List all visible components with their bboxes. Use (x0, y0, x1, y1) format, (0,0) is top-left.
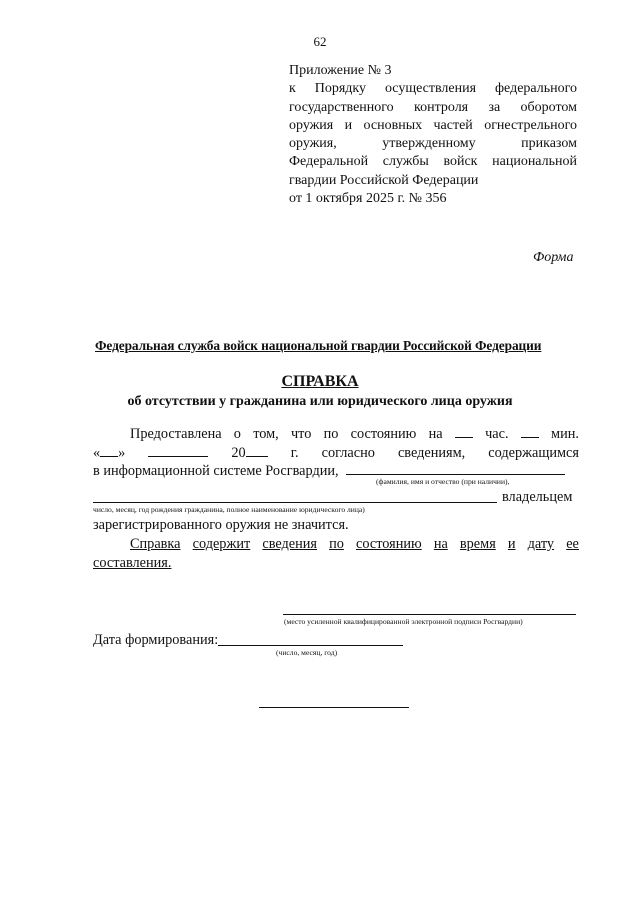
body-word: дату (527, 536, 555, 552)
document-title: СПРАВКА (281, 373, 359, 390)
quote-close: » (118, 445, 126, 461)
bottom-rule (259, 707, 409, 708)
body-row-1 (93, 425, 579, 443)
body-word: о (233, 426, 241, 442)
appendix-line (289, 99, 577, 117)
appendix-word: федерального (494, 81, 577, 97)
appendix-block (289, 62, 577, 208)
appendix-word: государственного (289, 99, 394, 115)
page-number: 62 (313, 34, 327, 49)
body-word: Справка (130, 536, 181, 552)
appendix-title: Приложение № 3 (289, 63, 392, 78)
appendix-word: оборотом (520, 99, 577, 115)
appendix-word: и (344, 117, 353, 133)
minutes-label: мин. (551, 426, 579, 442)
date-caption: (число, месяц, год) (276, 648, 338, 657)
minutes-blank[interactable] (521, 425, 539, 438)
month-blank[interactable] (148, 444, 208, 457)
body-word: состоянию (356, 536, 422, 552)
body-row-2 (93, 444, 579, 462)
body-word: и (507, 536, 516, 552)
appendix-word: утвержденному (382, 136, 476, 152)
body-word: Предоставлена (130, 426, 222, 442)
quote-open: « (93, 445, 101, 461)
appendix-word: к (289, 81, 296, 97)
hours-blank[interactable] (455, 425, 473, 438)
appendix-word: за (488, 99, 501, 115)
appendix-word: приказом (521, 136, 577, 152)
document-subtitle: об отсутствии у гражданина или юридического лица оружия (127, 394, 513, 409)
body-word: состоянию (350, 426, 417, 442)
appendix-word: оружия (289, 117, 334, 133)
body-row-5: зарегистрированного оружия не значится. (93, 517, 349, 533)
appendix-word: контроля (414, 99, 469, 115)
appendix-word: оружия, (289, 136, 337, 152)
body-word: по (329, 536, 344, 552)
year-field (231, 444, 267, 462)
owner-word: владельцем (502, 489, 573, 505)
body-row-7: составления. (93, 555, 172, 571)
appendix-word: войск (443, 154, 478, 170)
body-word: г. (290, 445, 299, 461)
date-label: Дата формирования: (93, 632, 219, 648)
body-word: на (428, 426, 443, 442)
year-prefix: 20 (231, 445, 246, 461)
body-word: время (459, 536, 496, 552)
appendix-line (289, 80, 577, 98)
body-word: сведениям, (397, 445, 466, 461)
appendix-word: службы (382, 154, 429, 170)
body-word: что (290, 426, 312, 442)
appendix-line (289, 153, 577, 171)
body-word: сведения (262, 536, 318, 552)
hours-label: час. (485, 426, 509, 442)
name-caption: (фамилия, имя и отчество (при наличии), (376, 477, 510, 486)
day-blank[interactable] (100, 444, 118, 457)
form-label: Форма (533, 250, 574, 265)
agency-name: Федеральная служба войск национальной гвардии Российской Федерации (95, 338, 542, 353)
birth-caption: число, месяц, год рождения гражданина, полное наименование юридического лица) (93, 505, 365, 514)
birth-blank-line[interactable] (93, 502, 497, 503)
appendix-word: национальной (492, 154, 577, 170)
appendix-line (289, 135, 577, 153)
date-blank-line[interactable] (218, 645, 403, 646)
body-word: содержит (192, 536, 251, 552)
body-row-6 (93, 536, 579, 553)
appendix-line (289, 117, 577, 135)
appendix-date-line: от 1 октября 2025 г. № 356 (289, 191, 447, 207)
year-blank[interactable] (246, 444, 268, 457)
appendix-word: частей (433, 117, 473, 133)
body-word: ее (566, 536, 579, 552)
body-word: по (323, 426, 339, 442)
signature-caption: (место усиленной квалифицированной электронной подписи Росгвардии) (284, 617, 523, 626)
body-word: том, (253, 426, 279, 442)
appendix-word: Порядку (314, 81, 367, 97)
day-field (93, 444, 125, 462)
appendix-word: осуществления (384, 81, 477, 97)
body-word: согласно (321, 445, 375, 461)
signature-line[interactable] (283, 614, 576, 615)
appendix-line: гвардии Российской Федерации (289, 172, 479, 188)
body-word: на (433, 536, 448, 552)
appendix-word: огнестрельного (484, 117, 577, 133)
appendix-word: Федеральной (289, 154, 369, 170)
body-row-3: в информационной системе Росгвардии, (93, 463, 339, 479)
appendix-word: основных (363, 117, 423, 133)
name-blank-line[interactable] (346, 474, 565, 475)
body-word: содержащимся (488, 445, 579, 461)
